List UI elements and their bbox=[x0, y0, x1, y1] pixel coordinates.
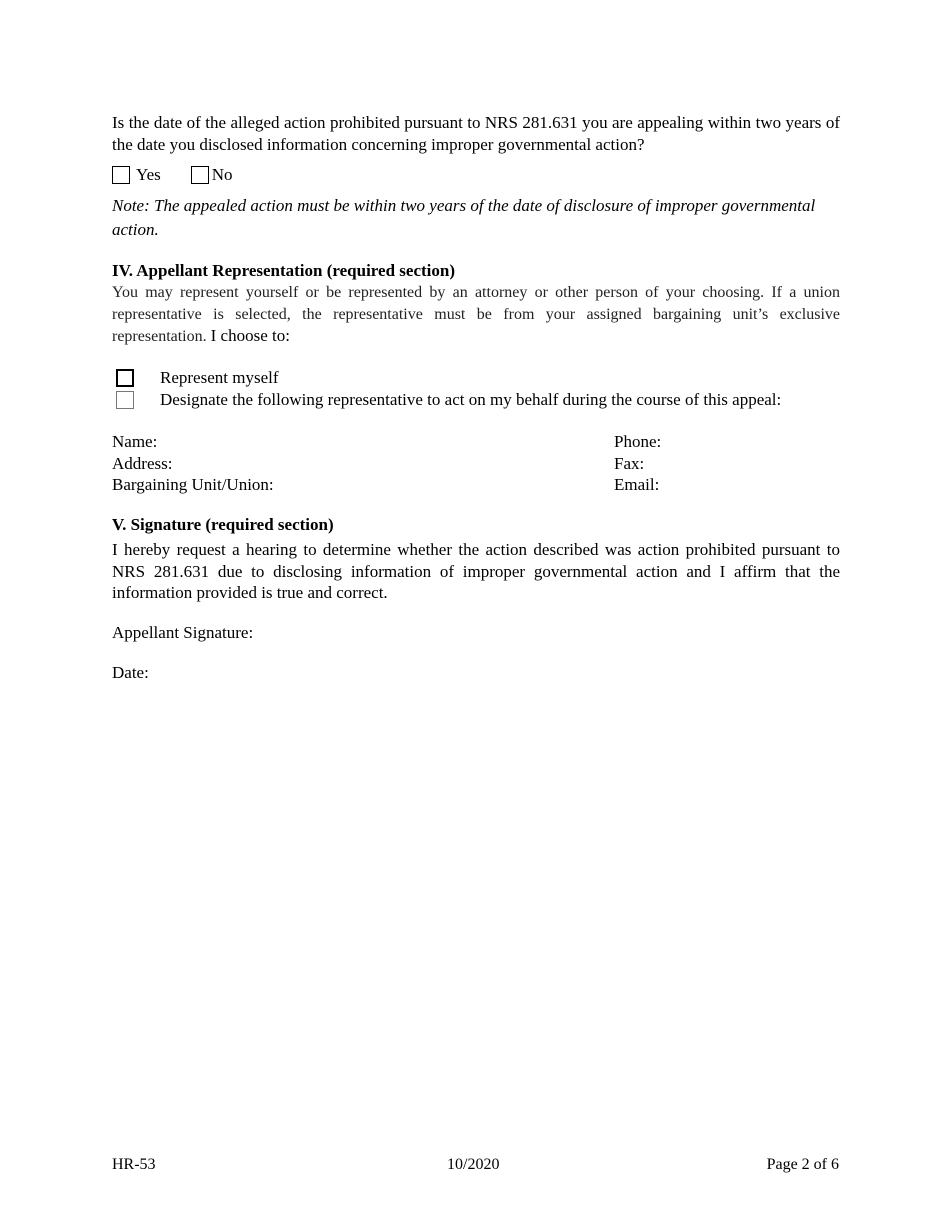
fax-field-label: Fax: bbox=[614, 454, 645, 473]
represent-myself-label: Represent myself bbox=[160, 368, 279, 387]
disclosure-question bbox=[112, 112, 840, 155]
section-iv-heading bbox=[112, 260, 840, 281]
appellant-signature-label: Appellant Signature: bbox=[112, 623, 254, 642]
disclosure-note bbox=[112, 194, 840, 242]
represent-myself-option[interactable] bbox=[116, 367, 279, 389]
designate-representative-label: Designate the following representative to act on my behalf during the course of this appeal: bbox=[160, 390, 782, 409]
disclosure-note-text: Note: The appealed action must be within two years of the date of disclosure of improper governmental action. bbox=[112, 196, 816, 239]
footer-revision-date: 10/2020 bbox=[447, 1156, 500, 1173]
address-field-label: Address: bbox=[112, 454, 173, 473]
section-iv-description bbox=[112, 282, 840, 348]
section-v-heading bbox=[112, 514, 840, 535]
email-field-label: Email: bbox=[614, 475, 660, 494]
date-label: Date: bbox=[112, 663, 149, 682]
yes-checkbox[interactable] bbox=[112, 166, 130, 184]
section-iv-title: IV. Appellant Representation (required section) bbox=[112, 261, 456, 280]
choose-text: I choose to: bbox=[210, 326, 290, 345]
name-field-label: Name: bbox=[112, 432, 158, 451]
bargaining-unit-field-label: Bargaining Unit/Union: bbox=[112, 475, 274, 494]
designate-representative-checkbox[interactable] bbox=[116, 391, 134, 409]
representation-description-text: You may represent yourself or be represented by an attorney or other person of your choosing. If a union representative is selected, the representative must be from your assigned bargaining unit’s exclusive representation. bbox=[112, 284, 840, 345]
yes-no-options bbox=[112, 164, 233, 186]
designate-representative-option[interactable] bbox=[116, 389, 782, 411]
no-label: No bbox=[211, 165, 233, 184]
section-v-title: V. Signature (required section) bbox=[112, 515, 334, 534]
yes-option[interactable] bbox=[112, 165, 161, 185]
represent-myself-checkbox[interactable] bbox=[116, 369, 134, 387]
hearing-request-text: I hereby request a hearing to determine whether the action described was action prohibited pursuant to NRS 281.631 due to disclosing information of improper governmental action and I affirm that the information provided is true and correct. bbox=[112, 540, 840, 602]
yes-label: Yes bbox=[136, 165, 161, 184]
footer-page-number: Page 2 of 6 bbox=[766, 1156, 839, 1173]
no-option[interactable] bbox=[191, 165, 233, 185]
phone-field-label: Phone: bbox=[614, 432, 662, 451]
section-v-statement bbox=[112, 539, 840, 604]
representation-description bbox=[112, 282, 840, 348]
footer-form-id: HR-53 bbox=[112, 1156, 156, 1173]
disclosure-question-text: Is the date of the alleged action prohibited pursuant to NRS 281.631 you are appealing within two years of the date you disclosed information concerning improper governmental action? bbox=[112, 113, 840, 154]
no-checkbox[interactable] bbox=[191, 166, 209, 184]
